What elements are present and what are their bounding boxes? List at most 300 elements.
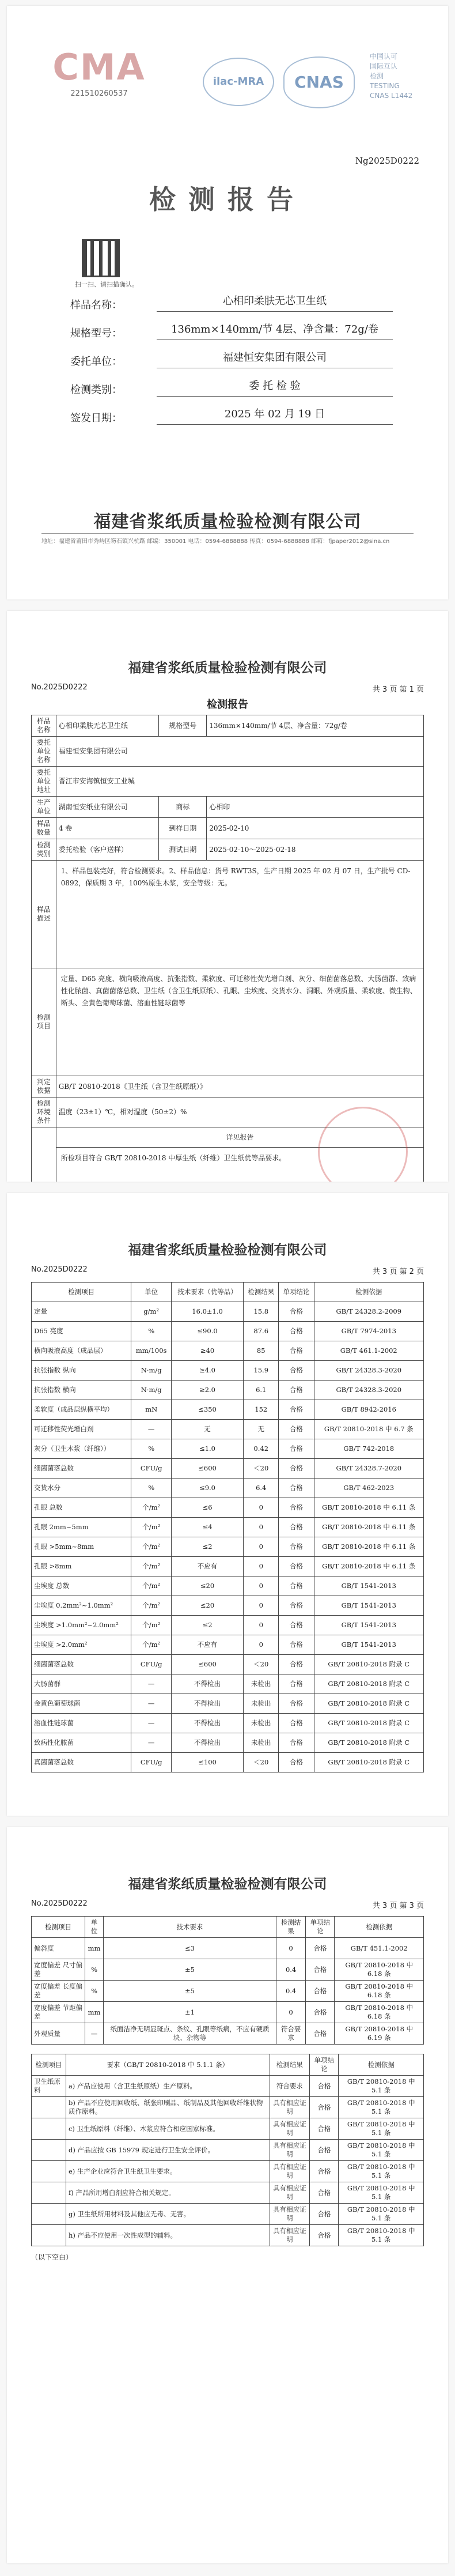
column-header: 检测结果 xyxy=(270,2054,310,2076)
table-row xyxy=(32,1557,424,1576)
cma-mark: CMA xyxy=(52,46,146,88)
table-cell: GB/T 20810-2018 附录 C xyxy=(314,1655,423,1674)
table-cell: 0 xyxy=(276,2002,305,2023)
table-cell: — xyxy=(131,1694,172,1714)
table-cell: 合格 xyxy=(306,2002,335,2023)
table-cell: 合格 xyxy=(310,2225,339,2246)
table-cell: ≤20 xyxy=(171,1576,243,1596)
table-cell: GB/T 461.1-2002 xyxy=(314,1341,423,1361)
table-cell: mm xyxy=(85,2002,104,2023)
raw-material-table xyxy=(31,2054,424,2246)
table-cell: 合格 xyxy=(279,1381,314,1400)
table-cell: 细菌菌落总数 xyxy=(32,1459,131,1479)
table-row xyxy=(32,1361,424,1381)
lab-address: 地址：福建省莆田市秀屿区笏石镇兴杭路 邮编：350001 电话：0594-6888888 传真：0594-6888888 邮箱：fjpaper2012@sina.cn xyxy=(41,533,414,546)
table-cell: GB/T 24328.7-2020 xyxy=(314,1459,423,1479)
table-cell: 溶血性链球菌 xyxy=(32,1714,131,1733)
table-cell: GB/T 20810-2018 中 5.1 条 xyxy=(339,2140,424,2161)
table-header xyxy=(32,1283,424,1302)
table-cell: GB/T 20810-2018 中 6.7 条 xyxy=(314,1420,423,1439)
column-header: 检测项目 xyxy=(32,1917,85,1938)
table-cell: 定量 xyxy=(32,1302,131,1322)
table-cell: 真菌菌落总数 xyxy=(32,1753,131,1772)
table-cell: 宽度偏差 尺寸偏差 xyxy=(32,1959,85,1981)
table-cell: 6.1 xyxy=(244,1381,279,1400)
table-cell: GB/T 20810-2018 中 5.1 条 xyxy=(339,2118,424,2140)
table-cell: 个/m² xyxy=(131,1576,172,1596)
table-cell: CFU/g xyxy=(131,1459,172,1479)
table-header xyxy=(32,1917,424,1938)
table-cell: 85 xyxy=(244,1341,279,1361)
table-cell: ≤600 xyxy=(171,1459,243,1479)
table-cell xyxy=(32,2140,66,2161)
table-cell: ≤1.0 xyxy=(171,1439,243,1459)
table-cell: 合格 xyxy=(279,1733,314,1753)
summary-page xyxy=(7,611,448,1182)
table-cell: 合格 xyxy=(279,1753,314,1772)
table-cell: g/m² xyxy=(131,1302,172,1322)
table-cell: 16.0±1.0 xyxy=(171,1302,243,1322)
table-cell: 可迁移性荧光增白剂 xyxy=(32,1420,131,1439)
cnas-side-text: 中国认可 国际互认 检测 TESTING CNAS L1442 xyxy=(370,52,413,100)
table-cell: 不得检出 xyxy=(171,1714,243,1733)
column-header: 要求（GB/T 20810-2018 中 5.1.1 条） xyxy=(66,2054,270,2076)
table-cell: GB/T 20810-2018 中 6.18 条 xyxy=(335,1981,424,2002)
table-cell: 152 xyxy=(244,1400,279,1420)
table-cell: 孔眼 >8mm xyxy=(32,1557,131,1576)
table-cell: h) 产品不应使用一次性成型的辅料。 xyxy=(66,2225,270,2246)
table-cell: 合格 xyxy=(306,1938,335,1959)
table-cell: 宽度偏差 长度偏差 xyxy=(32,1981,85,2002)
cover-fields xyxy=(70,294,393,435)
table-row xyxy=(32,2002,424,2023)
table-cell: 合格 xyxy=(279,1616,314,1635)
cnas-logo: CNAS xyxy=(283,56,355,108)
table-cell: GB/T 20810-2018 附录 C xyxy=(314,1674,423,1694)
table-cell: 无 xyxy=(171,1420,243,1439)
table-row xyxy=(32,2118,424,2140)
table-cell: 合格 xyxy=(279,1420,314,1439)
row-value: 温度（23±1）℃，相对湿度（50±2）% xyxy=(56,1097,423,1127)
table-cell: 符合要求 xyxy=(270,2076,310,2097)
table-cell: 合格 xyxy=(279,1557,314,1576)
row-label: 规格型号 xyxy=(159,715,207,737)
results-page-1 xyxy=(7,1193,448,1816)
table-row xyxy=(32,1322,424,1341)
table-cell: GB/T 24328.2-2009 xyxy=(314,1302,423,1322)
page-meta: No.2025D0222 共 3 页 第 2 页 xyxy=(31,1265,424,1276)
page-lab-name: 福建省浆纸质量检验检测有限公司 xyxy=(128,1243,327,1258)
table-cell: GB/T 20810-2018 中 6.11 条 xyxy=(314,1498,423,1518)
table-cell: 个/m² xyxy=(131,1498,172,1518)
table-cell: 合格 xyxy=(306,1981,335,2002)
table-row xyxy=(32,839,424,861)
table-cell: 合格 xyxy=(279,1479,314,1498)
table-cell: 符合要求 xyxy=(276,2023,305,2045)
table-row xyxy=(32,2225,424,2246)
table-cell: 6.4 xyxy=(244,1479,279,1498)
table-cell: 未检出 xyxy=(244,1714,279,1733)
table-cell: GB/T 20810-2018 中 6.11 条 xyxy=(314,1537,423,1557)
column-header: 单位 xyxy=(131,1283,172,1302)
row-value: 2025-02-10 xyxy=(207,818,424,839)
table-row xyxy=(32,797,424,818)
table-row xyxy=(32,1576,424,1596)
row-label: 商标 xyxy=(159,797,207,818)
table-cell: — xyxy=(131,1674,172,1694)
table-cell: 不得检出 xyxy=(171,1694,243,1714)
table-cell: 合格 xyxy=(310,2140,339,2161)
column-header: 检测结果 xyxy=(276,1917,305,1938)
blank-note: （以下空白） xyxy=(31,2253,73,2261)
table-cell: ≤20 xyxy=(171,1596,243,1616)
table-row xyxy=(32,737,424,767)
table-row xyxy=(32,968,424,1076)
row-value: 1、样品包装完好，符合检测要求。2、样品信息：货号 RWT3S，生产日期 2025 年 02 月 07 日，生产批号 CD-0892，保质期 3 年，100%原生木浆，安全等级：无。 xyxy=(56,861,423,968)
table-cell: 0 xyxy=(244,1635,279,1655)
table-cell: 0 xyxy=(244,1537,279,1557)
table-cell: GB/T 20810-2018 中 6.19 条 xyxy=(335,2023,424,2045)
cma-number: 221510260537 xyxy=(70,89,128,98)
table-cell: 0 xyxy=(244,1498,279,1518)
row-value: 晋江市安海镇恒安工业城 xyxy=(56,767,423,797)
table-cell: 合格 xyxy=(279,1596,314,1616)
table-cell: 合格 xyxy=(279,1576,314,1596)
table-cell: 合格 xyxy=(279,1694,314,1714)
table-cell: GB/T 20810-2018 附录 C xyxy=(314,1694,423,1714)
table-cell: 横向吸液高度（成品层） xyxy=(32,1341,131,1361)
table-cell: ≤90.0 xyxy=(171,1322,243,1341)
table-cell: d) 产品应按 GB 15979 规定进行卫生安全评价。 xyxy=(66,2140,270,2161)
row-label: 样品名称 xyxy=(32,715,56,737)
table-cell: GB/T 20810-2018 附录 C xyxy=(314,1714,423,1733)
table-cell: 具有相应证明 xyxy=(270,2225,310,2246)
table-cell: 0 xyxy=(276,1938,305,1959)
table-cell: 个/m² xyxy=(131,1616,172,1635)
table-cell: mm xyxy=(85,1938,104,1959)
table-cell: 0 xyxy=(244,1557,279,1576)
table-cell: 尘埃度 >1.0mm²~2.0mm² xyxy=(32,1616,131,1635)
table-cell: 合格 xyxy=(310,2118,339,2140)
table-header xyxy=(32,2054,424,2076)
table-cell xyxy=(32,2225,66,2246)
table-cell: GB/T 24328.3-2020 xyxy=(314,1361,423,1381)
table-cell: ≥4.0 xyxy=(171,1361,243,1381)
row-value: 湖南恒安纸业有限公司 xyxy=(56,797,159,818)
table-cell: GB/T 451.1-2002 xyxy=(335,1938,424,1959)
row-value: 福建恒安集团有限公司 xyxy=(56,737,423,767)
table-cell: 合格 xyxy=(310,2161,339,2182)
row-value: 4 卷 xyxy=(56,818,159,839)
table-cell: 宽度偏差 节距偏差 xyxy=(32,2002,85,2023)
table-cell: 合格 xyxy=(279,1459,314,1479)
table-cell: GB/T 462-2023 xyxy=(314,1479,423,1498)
table-row xyxy=(32,2204,424,2225)
table-cell: N·m/g xyxy=(131,1361,172,1381)
table-cell: 合格 xyxy=(279,1655,314,1674)
table-cell: 柔软度（成品层纵横平均） xyxy=(32,1400,131,1420)
page-meta: No.2025D0222 共 3 页 第 3 页 xyxy=(31,1899,424,1910)
table-cell: 不应有 xyxy=(171,1557,243,1576)
table-cell: % xyxy=(131,1322,172,1341)
accreditation-logos xyxy=(30,29,425,115)
table-cell: ≤350 xyxy=(171,1400,243,1420)
table-cell: ＜20 xyxy=(244,1655,279,1674)
cover-field: 规格型号： 136mm×140mm/节 4层、净含量：72g/卷 xyxy=(70,322,393,340)
table-cell: 细菌菌落总数 xyxy=(32,1655,131,1674)
qr-caption: 扫一扫、请扫描确认。 xyxy=(75,281,138,288)
conclusion-text: 所检项目符合 GB/T 20810-2018 中厚生纸（纤维）卫生纸优等品要求。 xyxy=(56,1148,423,1182)
table-cell: 不得检出 xyxy=(171,1733,243,1753)
table-row xyxy=(32,1635,424,1655)
table-row xyxy=(32,2097,424,2118)
table-cell: ≤2 xyxy=(171,1537,243,1557)
table-cell: 个/m² xyxy=(131,1596,172,1616)
table-cell: GB/T 20810-2018 附录 C xyxy=(314,1753,423,1772)
table-cell: % xyxy=(131,1439,172,1459)
table-cell: g) 卫生纸所用材料及其他应无毒、无害。 xyxy=(66,2204,270,2225)
column-header: 单位 xyxy=(85,1917,104,1938)
table-cell: D65 亮度 xyxy=(32,1322,131,1341)
table-cell: GB/T 7974-2013 xyxy=(314,1322,423,1341)
table-cell: GB/T 20810-2018 附录 C xyxy=(314,1733,423,1753)
table-cell: 具有相应证明 xyxy=(270,2161,310,2182)
row-label: 样品数量 xyxy=(32,818,56,839)
table-cell: % xyxy=(85,1959,104,1981)
results-table-2 xyxy=(31,1916,424,2045)
column-header: 检测依据 xyxy=(335,1917,424,1938)
table-cell: ±5 xyxy=(103,1981,276,2002)
table-cell: 孔眼 2mm~5mm xyxy=(32,1518,131,1537)
table-cell: 未检出 xyxy=(244,1674,279,1694)
table-cell: 15.9 xyxy=(244,1361,279,1381)
table-cell: 合格 xyxy=(306,2023,335,2045)
table-row xyxy=(32,1341,424,1361)
row-label: 委托单位名称 xyxy=(32,737,56,767)
column-header: 检测依据 xyxy=(314,1283,423,1302)
conclusion-head: 详见报告 xyxy=(56,1127,423,1148)
table-row xyxy=(32,1733,424,1753)
table-cell: ≥40 xyxy=(171,1341,243,1361)
table-cell: 金黄色葡萄球菌 xyxy=(32,1694,131,1714)
table-row xyxy=(32,1518,424,1537)
table-cell: 合格 xyxy=(279,1400,314,1420)
table-row xyxy=(32,1753,424,1772)
qr-code-icon[interactable] xyxy=(82,239,120,277)
table-cell: GB/T 1541-2013 xyxy=(314,1576,423,1596)
table-cell: 具有相应证明 xyxy=(270,2140,310,2161)
table-cell: 交货水分 xyxy=(32,1479,131,1498)
table-row xyxy=(32,1596,424,1616)
table-row xyxy=(32,1479,424,1498)
table-cell: mm/100s xyxy=(131,1341,172,1361)
table-row xyxy=(32,1981,424,2002)
table-row xyxy=(32,1498,424,1518)
table-cell: 个/m² xyxy=(131,1557,172,1576)
table-cell: 纸面洁净无明显斑点、条纹、孔眼等纸病，不应有硬质块、杂物等 xyxy=(103,2023,276,2045)
cover-field: 检测类别： 委 托 检 验 xyxy=(70,379,393,397)
table-cell: 抗张指数 纵向 xyxy=(32,1361,131,1381)
table-cell: 合格 xyxy=(306,1959,335,1981)
row-value: 心相印 xyxy=(207,797,424,818)
table-cell: 无 xyxy=(244,1420,279,1439)
page-meta: No.2025D0222 共 3 页 第 1 页 xyxy=(31,683,424,694)
table-cell: 合格 xyxy=(279,1518,314,1537)
column-header: 技术要求 xyxy=(103,1917,276,1938)
table-cell xyxy=(32,2118,66,2140)
table-cell: ±5 xyxy=(103,1959,276,1981)
report-number: Ng2025D0222 xyxy=(355,156,419,166)
table-row xyxy=(32,1959,424,1981)
table-cell: ≤9.0 xyxy=(171,1479,243,1498)
table-cell: GB/T 20810-2018 中 6.18 条 xyxy=(335,2002,424,2023)
page-lab-name: 福建省浆纸质量检验检测有限公司 xyxy=(128,661,327,676)
table-cell: CFU/g xyxy=(131,1655,172,1674)
table-cell: ±1 xyxy=(103,2002,276,2023)
table-cell: ＜20 xyxy=(244,1753,279,1772)
results-page-2 xyxy=(7,1827,448,2563)
table-cell: 卫生纸原料 xyxy=(32,2076,66,2097)
table-cell: 合格 xyxy=(279,1635,314,1655)
table-cell: ≤600 xyxy=(171,1655,243,1674)
table-cell: 合格 xyxy=(310,2204,339,2225)
table-cell: 孔眼 总数 xyxy=(32,1498,131,1518)
table-cell: — xyxy=(131,1714,172,1733)
table-row xyxy=(32,1076,424,1097)
table-cell: GB/T 20810-2018 中 6.11 条 xyxy=(314,1518,423,1537)
table-cell: ≤2 xyxy=(171,1616,243,1635)
table-row xyxy=(32,1714,424,1733)
table-cell: 0 xyxy=(244,1518,279,1537)
column-header: 技术要求（优等品） xyxy=(171,1283,243,1302)
table-row xyxy=(32,1655,424,1674)
table-cell: GB/T 20810-2018 中 5.1 条 xyxy=(339,2204,424,2225)
table-cell: % xyxy=(131,1479,172,1498)
results-table-1 xyxy=(31,1282,424,1772)
table-cell: 0 xyxy=(244,1616,279,1635)
table-cell: 个/m² xyxy=(131,1635,172,1655)
table-row xyxy=(32,2161,424,2182)
table-row xyxy=(32,1420,424,1439)
table-cell: 偏斜度 xyxy=(32,1938,85,1959)
table-row xyxy=(32,2140,424,2161)
row-label: 检测项目 xyxy=(32,968,56,1076)
row-label: 委托单位地址 xyxy=(32,767,56,797)
table-cell: 未检出 xyxy=(244,1733,279,1753)
table-cell: 合格 xyxy=(279,1537,314,1557)
table-cell: CFU/g xyxy=(131,1753,172,1772)
table-cell: 大肠菌群 xyxy=(32,1674,131,1694)
table-cell: 合格 xyxy=(279,1714,314,1733)
row-label: 到样日期 xyxy=(159,818,207,839)
table-cell: ≤3 xyxy=(103,1938,276,1959)
table-row xyxy=(32,861,424,968)
table-row xyxy=(32,1938,424,1959)
table-cell: ≤6 xyxy=(171,1498,243,1518)
table-cell: 0 xyxy=(244,1576,279,1596)
table-cell: GB/T 1541-2013 xyxy=(314,1635,423,1655)
table-cell: GB/T 24328.3-2020 xyxy=(314,1381,423,1400)
table-cell xyxy=(32,2161,66,2182)
column-header: 单项结论 xyxy=(306,1917,335,1938)
table-cell: N·m/g xyxy=(131,1381,172,1400)
cover-field: 签发日期： 2025 年 02 月 19 日 xyxy=(70,407,393,425)
table-cell: 合格 xyxy=(279,1439,314,1459)
table-cell: GB/T 20810-2018 中 6.11 条 xyxy=(314,1557,423,1576)
table-cell: GB/T 20810-2018 中 5.1 条 xyxy=(339,2182,424,2204)
table-cell: 0.4 xyxy=(276,1959,305,1981)
table-cell: e) 生产企业应符合卫生纸卫生要求。 xyxy=(66,2161,270,2182)
table-cell: GB/T 1541-2013 xyxy=(314,1616,423,1635)
column-header: 检测依据 xyxy=(339,2054,424,2076)
table-cell: 灰分（卫生木浆（纤维）） xyxy=(32,1439,131,1459)
row-value: 委托检验（客户送样） xyxy=(56,839,159,861)
table-cell: ≤4 xyxy=(171,1518,243,1537)
table-row xyxy=(32,715,424,737)
table-cell: 合格 xyxy=(279,1341,314,1361)
table-cell: 合格 xyxy=(310,2097,339,2118)
row-value: 心相印柔肤无芯卫生纸 xyxy=(56,715,159,737)
column-header: 单项结论 xyxy=(310,2054,339,2076)
table-cell: 尘埃度 0.2mm²~1.0mm² xyxy=(32,1596,131,1616)
table-row xyxy=(32,1400,424,1420)
cma-logo xyxy=(41,46,157,98)
lab-name: 福建省浆纸质量检验检测有限公司 xyxy=(93,512,362,532)
column-header: 单项结论 xyxy=(279,1283,314,1302)
table-row xyxy=(32,1537,424,1557)
table-row xyxy=(32,767,424,797)
table-cell: 不应有 xyxy=(171,1635,243,1655)
table-cell: a) 产品应使用（含卫生纸原纸）生产原料。 xyxy=(66,2076,270,2097)
table-cell: GB/T 20810-2018 中 6.18 条 xyxy=(335,1959,424,1981)
table-cell: 15.8 xyxy=(244,1302,279,1322)
table-cell: 抗张指数 横向 xyxy=(32,1381,131,1400)
table-cell: 合格 xyxy=(279,1322,314,1341)
page-title: 检测报告 xyxy=(207,699,248,711)
row-value: 定量、D65 亮度、横向吸液高度、抗张指数、柔软度、可迁移性荧光增白剂、灰分、细菌菌落总数、大肠菌群、致病性化脓菌、真菌菌落总数、卫生纸（含卫生纸原纸）、孔眼、尘埃度、交货水分、洞眼、外观质量、柔软度、微生物、断头、全黄色葡萄球菌、溶血性链球菌等 xyxy=(56,968,423,1076)
table-cell: 0.4 xyxy=(276,1981,305,2002)
table-row xyxy=(32,1674,424,1694)
table-cell: 合格 xyxy=(279,1498,314,1518)
table-row xyxy=(32,1459,424,1479)
table-cell: GB/T 20810-2018 中 5.1 条 xyxy=(339,2161,424,2182)
table-row xyxy=(32,1381,424,1400)
table-row xyxy=(32,1439,424,1459)
table-cell: 合格 xyxy=(310,2076,339,2097)
report-title: 检测报告 xyxy=(149,184,306,215)
table-cell: 尘埃度 总数 xyxy=(32,1576,131,1596)
table-cell: 尘埃度 >2.0mm² xyxy=(32,1635,131,1655)
table-cell: 具有相应证明 xyxy=(270,2182,310,2204)
row-label xyxy=(32,1127,56,1182)
row-value: 2025-02-10～2025-02-18 xyxy=(207,839,424,861)
table-row xyxy=(32,2182,424,2204)
table-cell: f) 产品所用增白剂应符合相关规定。 xyxy=(66,2182,270,2204)
table-cell: 0 xyxy=(244,1596,279,1616)
table-cell: — xyxy=(131,1733,172,1753)
cover-field: 委托单位： 福建恒安集团有限公司 xyxy=(70,350,393,368)
table-cell: 具有相应证明 xyxy=(270,2204,310,2225)
table-cell: GB/T 20810-2018 中 5.1 条 xyxy=(339,2097,424,2118)
table-cell: 不得检出 xyxy=(171,1674,243,1694)
table-row xyxy=(32,2023,424,2045)
table-cell: 具有相应证明 xyxy=(270,2097,310,2118)
column-header: 检测结果 xyxy=(244,1283,279,1302)
table-row xyxy=(32,1302,424,1322)
cover-page xyxy=(7,6,448,599)
cover-field: 样品名称： 心相印柔肤无芯卫生纸 xyxy=(70,294,393,312)
table-cell: 具有相应证明 xyxy=(270,2118,310,2140)
